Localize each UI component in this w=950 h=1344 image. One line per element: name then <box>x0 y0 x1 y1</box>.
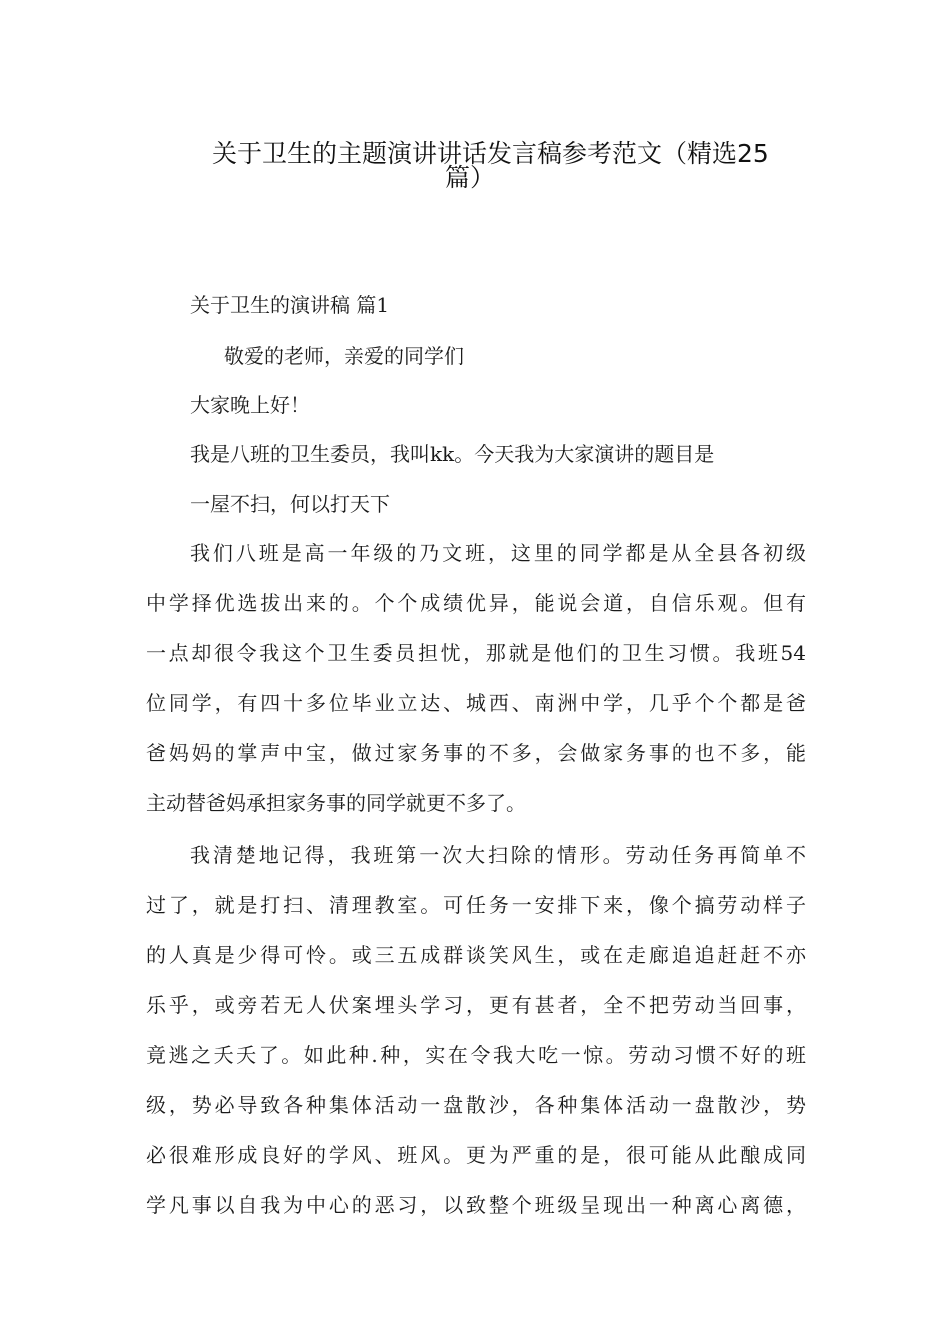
intro-line-2: 一屋不扫，何以打天下 <box>190 492 390 516</box>
section-heading: 关于卫生的演讲稿 篇1 <box>190 293 390 317</box>
intro-line-1: 我是八班的卫生委员，我叫kk。今天我为大家演讲的题目是 <box>190 442 715 466</box>
paragraph-1-line: 中学择优选拔出来的。个个成绩优异，能说会道，自信乐观。但有 <box>146 591 806 615</box>
paragraph-2-line: 我清楚地记得，我班第一次大扫除的情形。劳动任务再简单不 <box>190 843 806 867</box>
document-title-line-2: 篇） <box>445 163 496 192</box>
paragraph-2-line: 乐乎，或旁若无人伏案埋头学习，更有甚者，全不把劳动当回事， <box>146 993 806 1017</box>
paragraph-2-line: 学凡事以自我为中心的恶习，以致整个班级呈现出一种离心离德， <box>146 1193 806 1217</box>
paragraph-2-line: 竟逃之夭夭了。如此种.种，实在令我大吃一惊。劳动习惯不好的班 <box>146 1043 806 1067</box>
paragraph-2-line: 必很难形成良好的学风、班风。更为严重的是，很可能从此酿成同 <box>146 1143 806 1167</box>
paragraph-1-line: 一点却很令我这个卫生委员担忧，那就是他们的卫生习惯。我班54 <box>146 641 806 665</box>
paragraph-1-line: 爸妈妈的掌声中宝，做过家务事的不多，会做家务事的也不多，能 <box>146 741 806 765</box>
paragraph-1-line: 位同学，有四十多位毕业立达、城西、南洲中学，几乎个个都是爸 <box>146 691 806 715</box>
paragraph-2-line: 过了，就是打扫、清理教室。可任务一安排下来，像个搞劳动样子 <box>146 893 806 917</box>
greeting: 大家晚上好！ <box>190 393 310 417</box>
paragraph-1-line: 主动替爸妈承担家务事的同学就更不多了。 <box>146 791 526 815</box>
paragraph-1-line: 我们八班是高一年级的乃文班，这里的同学都是从全县各初级 <box>190 541 806 565</box>
document-title-line-1: 关于卫生的主题演讲讲话发言稿参考范文（精选25 <box>212 139 769 168</box>
paragraph-2-line: 的人真是少得可怜。或三五成群谈笑风生，或在走廊追追赶赶不亦 <box>146 943 806 967</box>
paragraph-2-line: 级，势必导致各种集体活动一盘散沙，各种集体活动一盘散沙，势 <box>146 1093 806 1117</box>
salutation: 敬爱的老师，亲爱的同学们 <box>224 344 464 368</box>
